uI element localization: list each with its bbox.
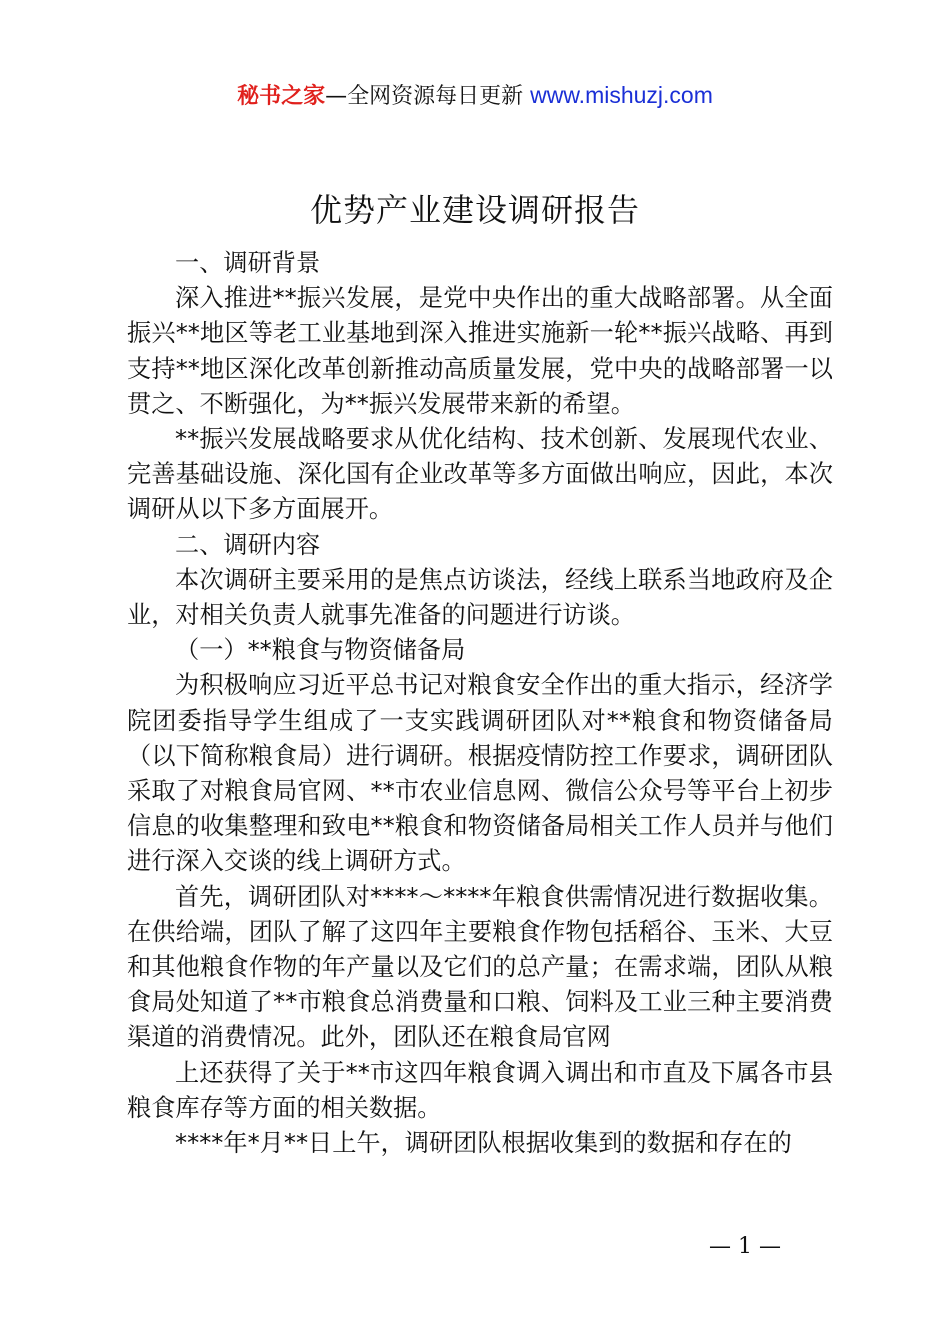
paragraph: **振兴发展战略要求从优化结构、技术创新、发展现代农业、完善基础设施、深化国有企业改革等多方面做出响应，因此，本次调研从以下多方面展开。 [127,425,833,524]
site-url-link[interactable]: www.mishuzj.com [530,82,713,108]
document-title: 优势产业建设调研报告 [309,191,640,229]
paragraph: ****年*月**日上午，调研团队根据收集到的数据和存在的 [175,1129,792,1158]
site-tagline: —全网资源每日更新 [325,84,531,109]
paragraph: 本次调研主要采用的是焦点访谈法，经线上联系当地政府及企业，对相关负责人就事先准备的问题进行访谈。 [127,565,833,630]
paragraph: 首先，调研团队对****～****年粮食供需情况进行数据收集。在供给端，团队了解了这四年主要粮食作物包括稻谷、玉米、大豆和其他粮食作物的年产量以及它们的总产量；在需求端，团队从粮食局处知道了**市粮食总消费量和口粮、饲料及工业三种主要消费渠道的消费情况。此外，团队还在粮食局官网 [127,882,833,1052]
section-heading-content: 二、调研内容 [175,530,321,559]
document-body [127,246,833,1161]
subsection-heading: （一）**粮食与物资储备局 [175,636,466,665]
site-header [0,78,950,114]
paragraph: 上还获得了关于**市这四年粮食调入调出和市直及下属各市县粮食库存等方面的相关数据。 [127,1058,833,1122]
page-number: — 1 — [709,1234,781,1259]
site-brand: 秘书之家 [237,84,326,109]
paragraph: 为积极响应习近平总书记对粮食安全作出的重大指示，经济学院团委指导学生组成了一支实践调研团队对**粮食和物资储备局（以下简称粮食局）进行调研。根据疫情防控工作要求，调研团队采取了对粮食局官网、**市农业信息网、微信公众号等平台上初步信息的收集整理和致电**粮食和物资储备局相关工作人员并与他们进行深入交谈的线上调研方式。 [127,671,833,876]
paragraph: 深入推进**振兴发展，是党中央作出的重大战略部署。从全面振兴**地区等老工业基地到深入推进实施新一轮**振兴战略、再到支持**地区深化改革创新推动高质量发展，党中央的战略部署一以贯之、不断强化，为**振兴发展带来新的希望。 [127,284,833,418]
section-heading-background: 一、调研背景 [175,249,321,277]
